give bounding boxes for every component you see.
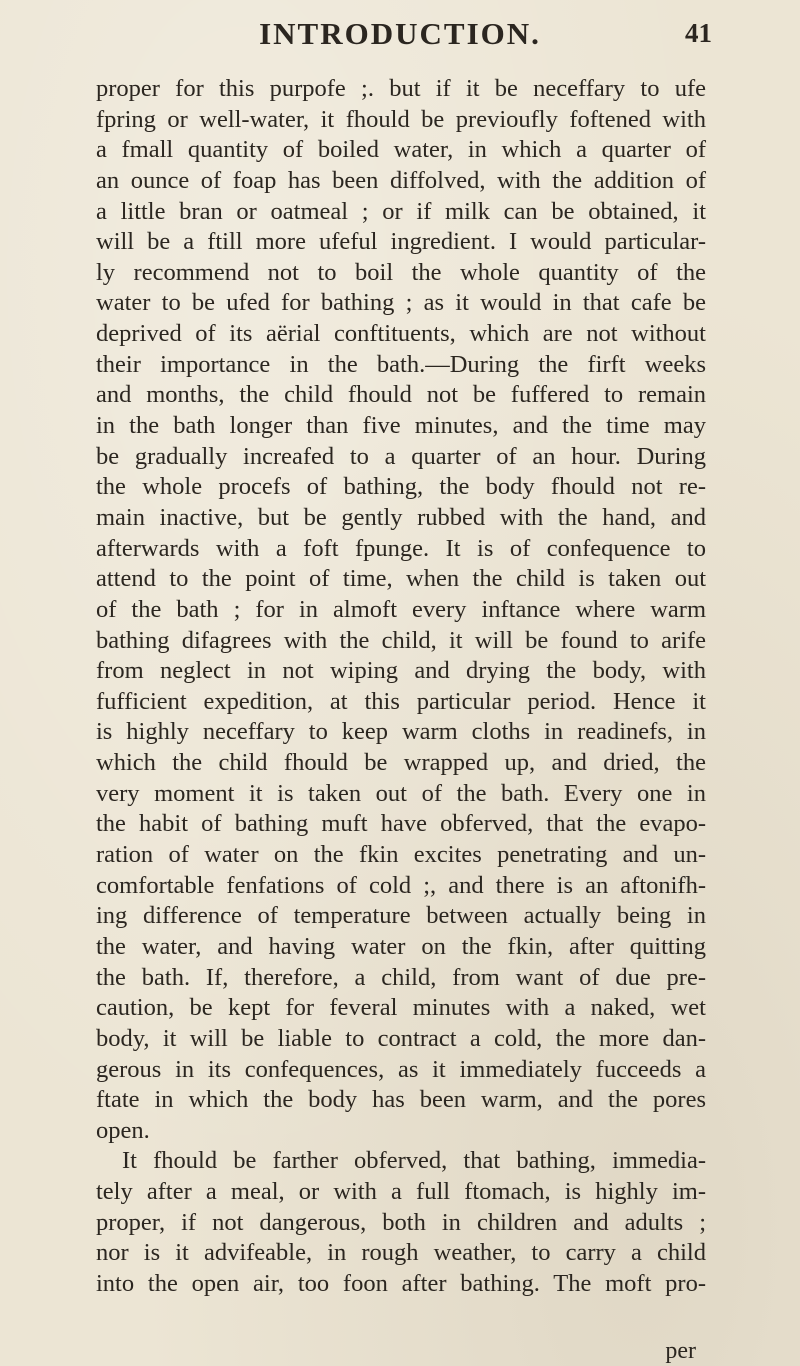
text-line: and months, the child fhould not be fuffered to remain [96,381,706,409]
text-line: the water, and having water on the fkin, after quitting [96,932,706,960]
text-line: the whole procefs of bathing, the body fhould not re- [96,473,706,501]
text-line: an ounce of foap has been diffolved, with the addition of [96,166,706,194]
text-line: fpring or well-water, it fhould be previoufly foftened with [96,105,706,133]
body-text [96,74,706,1300]
text-line: main inactive, but be gently rubbed with the hand, and [96,503,706,531]
text-line: proper, if not dangerous, both in children and adults ; [96,1208,706,1236]
text-line: bathing difagrees with the child, it will be found to arife [96,626,706,654]
text-line: ftate in which the body has been warm, and the pores [96,1086,706,1114]
text-line: gerous in its confequences, as it immediately fucceeds a [96,1055,706,1083]
text-line: attend to the point of time, when the child is taken out [96,565,706,593]
text-line: is highly neceffary to keep warm cloths in readinefs, in [96,718,706,746]
text-line: which the child fhould be wrapped up, and dried, the [96,749,706,777]
page-header [0,10,800,60]
text-line: very moment it is taken out of the bath. Every one in [96,779,706,807]
text-line: into the open air, too foon after bathing. The moft pro- [96,1269,706,1297]
catchword: per [665,1338,696,1364]
text-line: the bath. If, therefore, a child, from want of due pre- [96,963,706,991]
text-line: tely after a meal, or with a full ftomach, is highly im- [96,1178,706,1206]
text-line: a little bran or oatmeal ; or if milk can be obtained, it [96,197,706,225]
text-line: be gradually increafed to a quarter of an hour. During [96,442,706,470]
text-line: open. [96,1116,150,1144]
text-line: ly recommend not to boil the whole quantity of the [96,258,706,286]
text-line: the habit of bathing muft have obferved, that the evapo- [96,810,706,838]
text-line: their importance in the bath.—During the firft weeks [96,350,706,378]
text-line: water to be ufed for bathing ; as it would in that cafe be [96,289,706,317]
text-line: of the bath ; for in almoft every inftance where warm [96,595,706,623]
text-line: ing difference of temperature between actually being in [96,902,706,930]
text-line: comfortable fenfations of cold ;, and there is an aftonifh- [96,871,706,899]
text-line: fufficient expedition, at this particular period. Hence it [96,687,706,715]
page-number: 41 [685,18,712,48]
text-line: will be a ftill more ufeful ingredient. I would particular- [96,228,706,256]
text-line: ration of water on the fkin excites penetrating and un- [96,841,706,869]
text-line: from neglect in not wiping and drying the body, with [96,657,706,685]
text-line: a fmall quantity of boiled water, in which a quarter of [96,136,706,164]
text-line: afterwards with a foft fpunge. It is of confequence to [96,534,706,562]
text-line: proper for this purpofe ;. but if it be neceffary to ufe [96,75,706,102]
running-title: INTRODUCTION. [259,16,541,51]
text-line: body, it will be liable to contract a cold, the more dan- [96,1024,706,1052]
text-line: nor is it advifeable, in rough weather, to carry a child [96,1239,706,1267]
text-line: in the bath longer than five minutes, and the time may [96,412,706,440]
text-line: deprived of its aërial conftituents, which are not without [96,320,706,348]
text-line: It fhould be farther obferved, that bathing, immedia- [122,1147,706,1175]
text-line: caution, be kept for feveral minutes with a naked, wet [96,994,706,1022]
